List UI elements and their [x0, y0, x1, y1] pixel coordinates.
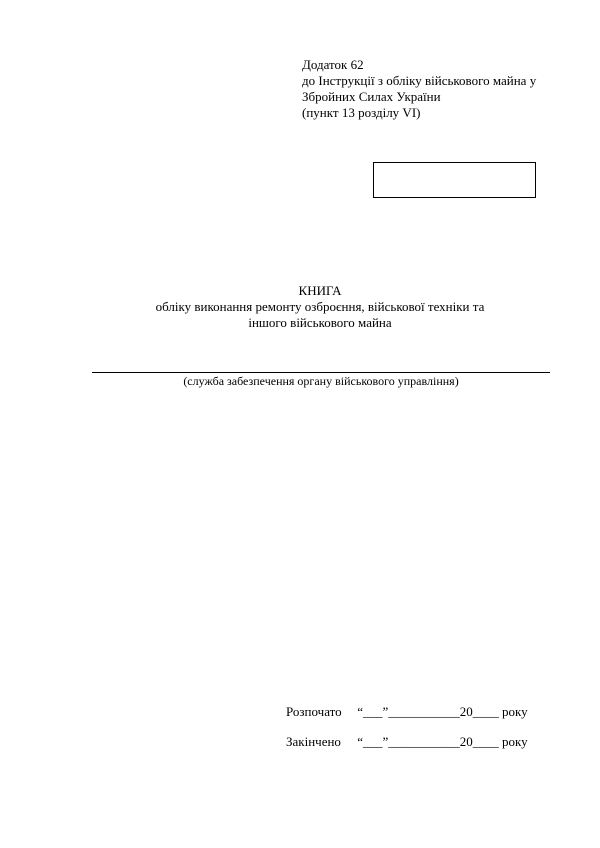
started-date-row [286, 704, 528, 720]
document-title-block [60, 283, 580, 331]
appendix-number: Додаток 62 [302, 57, 364, 72]
service-caption: (служба забезпечення органу військового управління) [183, 374, 459, 388]
document-title: КНИГА [298, 283, 342, 298]
appendix-reference [302, 57, 582, 121]
service-fill-line [92, 372, 550, 373]
appendix-clause-line: (пункт 13 розділу VI) [302, 105, 421, 120]
finished-label: Закінчено [286, 734, 341, 749]
started-label: Розпочато [286, 704, 342, 719]
appendix-forces-line: Збройних Силах України [302, 89, 441, 104]
finished-date-blank: “___”___________20____ року [357, 734, 528, 749]
document-subtitle-line-2: іншого військового майна [248, 315, 392, 330]
document-subtitle-line-1: обліку виконання ремонту озброєння, військової техніки та [155, 299, 485, 314]
appendix-instruction-line: до Інструкції з обліку військового майна у [302, 73, 537, 88]
registration-stamp-box [373, 162, 536, 198]
finished-date-row [286, 734, 528, 750]
started-date-blank: “___”___________20____ року [357, 704, 528, 719]
